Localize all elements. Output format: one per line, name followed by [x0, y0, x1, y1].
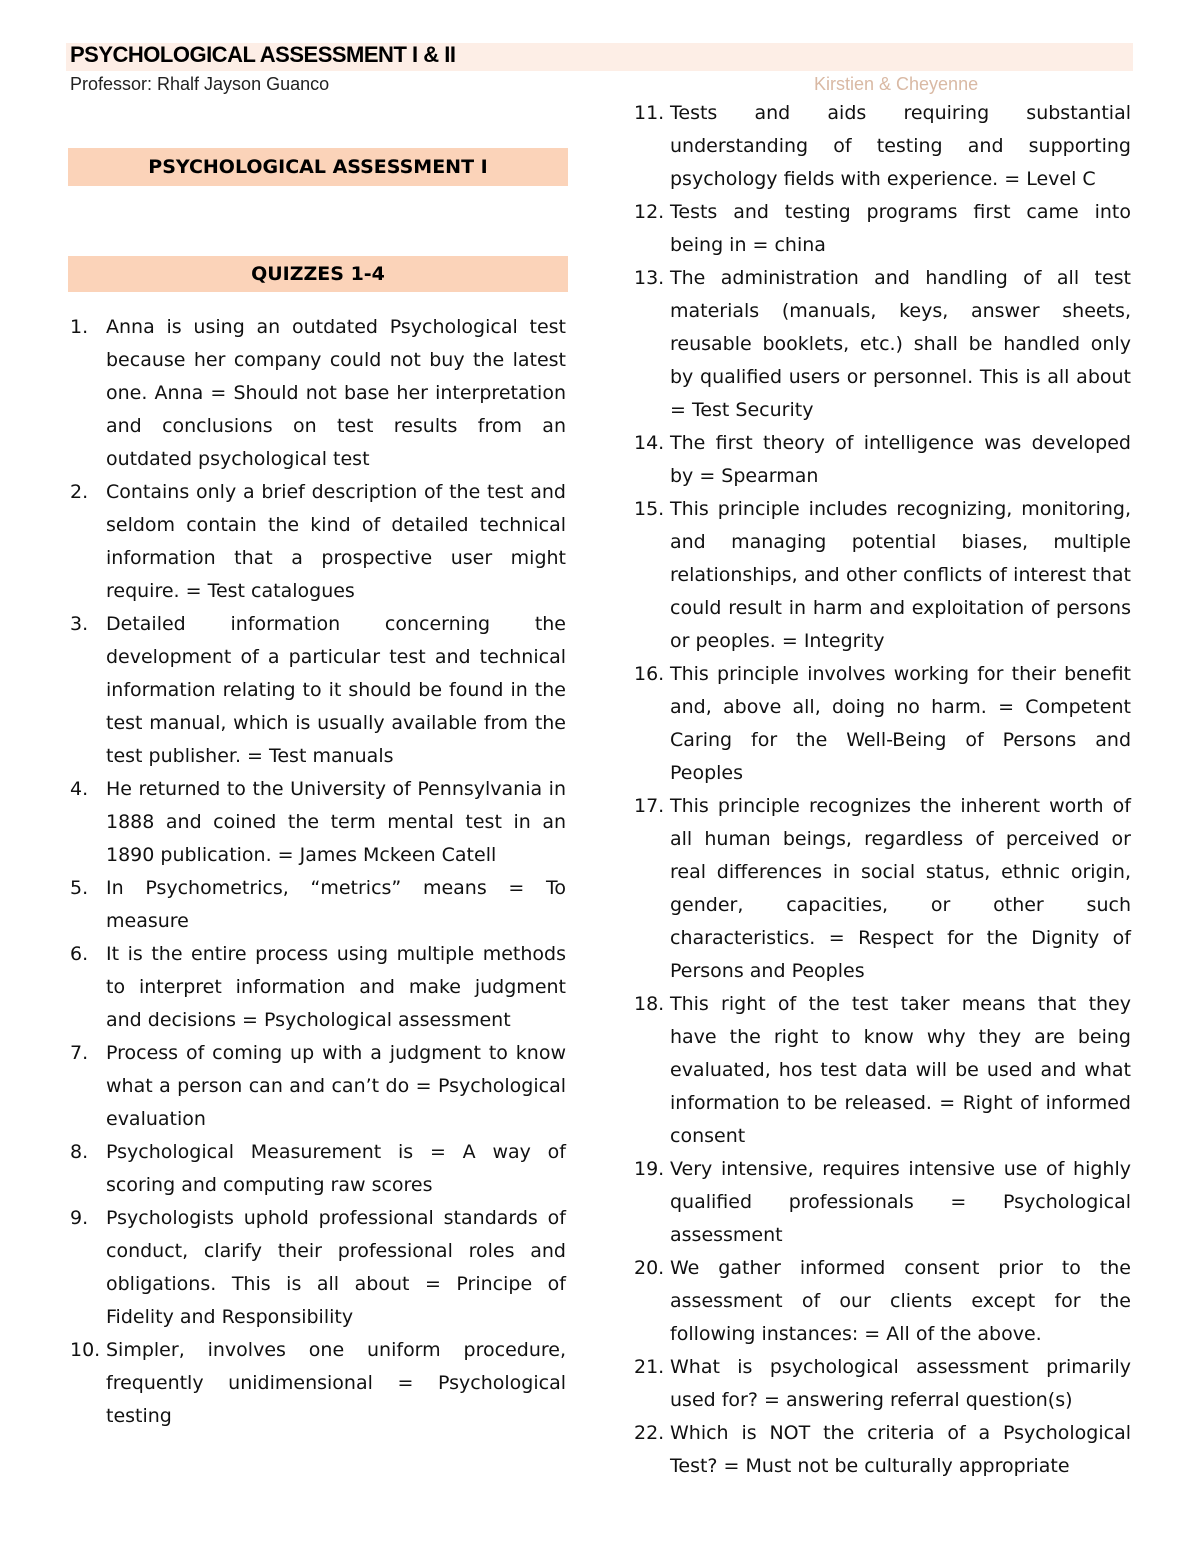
- professor-name: Professor: Rhalf Jayson Guanco: [70, 74, 330, 94]
- question-item: [70, 1202, 566, 1334]
- question-number: 8.: [70, 1141, 89, 1163]
- question-text: In Psychometrics, “metrics” means = To measure: [106, 877, 566, 932]
- question-text: This principle recognizes the inherent worth of all human beings, regardless of perceived or real differences in social status, ethnic origin, gender, capacities, or other such characteristics. = Respect for the Dignity of Persons and Peoples: [670, 795, 1131, 982]
- question-item: [634, 988, 1131, 1153]
- question-item: [70, 1136, 566, 1202]
- question-item: [634, 658, 1131, 790]
- question-number: 14.: [634, 432, 665, 454]
- question-item: [70, 773, 566, 872]
- question-number: 6.: [70, 943, 89, 965]
- question-text: Anna is using an outdated Psychological test because her company could not buy the latest one. Anna = Should not base her interpretation and conclusions on test results from an outdated psychological test: [106, 316, 566, 470]
- question-item: [70, 872, 566, 938]
- question-item: [634, 1252, 1131, 1351]
- question-number: 4.: [70, 778, 89, 800]
- question-item: [634, 1153, 1131, 1252]
- question-text: What is psychological assessment primarily used for? = answering referral question(s): [670, 1356, 1131, 1411]
- question-item: [70, 1037, 566, 1136]
- question-text: Which is NOT the criteria of a Psychological Test? = Must not be culturally appropriate: [670, 1422, 1131, 1477]
- question-text: Process of coming up with a judgment to know what a person can and can’t do = Psychological evaluation: [106, 1042, 566, 1130]
- question-text: Simpler, involves one uniform procedure, frequently unidimensional = Psychological testing: [106, 1339, 566, 1427]
- section-title-quizzes: QUIZZES 1-4: [68, 256, 568, 292]
- question-number: 19.: [634, 1158, 665, 1180]
- question-text: This right of the test taker means that they have the right to know why they are being evaluated, hos test data will be used and what information to be released. = Right of informed consent: [670, 993, 1131, 1147]
- question-text: Contains only a brief description of the test and seldom contain the kind of detailed technical information that a prospective user might require. = Test catalogues: [106, 481, 566, 602]
- question-item: [634, 1351, 1131, 1417]
- question-text: Tests and testing programs first came into being in = china: [670, 201, 1131, 256]
- question-item: [634, 97, 1131, 196]
- question-text: We gather informed consent prior to the assessment of our clients except for the following instances: = All of the above.: [670, 1257, 1131, 1345]
- course-title: PSYCHOLOGICAL ASSESSMENT I & II: [70, 42, 456, 67]
- section-title-assessment: PSYCHOLOGICAL ASSESSMENT I: [68, 148, 568, 186]
- question-number: 10.: [70, 1339, 101, 1361]
- question-item: [634, 1417, 1131, 1483]
- question-text: Psychologists uphold professional standards of conduct, clarify their professional roles and obligations. This is all about = Principe of Fidelity and Responsibility: [106, 1207, 566, 1328]
- question-number: 16.: [634, 663, 665, 685]
- question-list-left: [70, 311, 566, 1433]
- question-number: 7.: [70, 1042, 89, 1064]
- question-text: This principle involves working for their benefit and, above all, doing no harm. = Competent Caring for the Well-Being of Persons and Peoples: [670, 663, 1131, 784]
- question-item: [70, 476, 566, 608]
- question-item: [634, 493, 1131, 658]
- question-item: [634, 790, 1131, 988]
- authors: Kirstien & Cheyenne: [814, 74, 979, 94]
- question-item: [70, 1334, 566, 1433]
- question-text: The administration and handling of all test materials (manuals, keys, answer sheets, reusable booklets, etc.) shall be handled only by qualified users or personnel. This is all about = Test Security: [670, 267, 1131, 421]
- question-number: 11.: [634, 102, 665, 124]
- question-number: 20.: [634, 1257, 665, 1279]
- question-text: Tests and aids requiring substantial understanding of testing and supporting psychology fields with experience. = Level C: [670, 102, 1131, 190]
- question-number: 2.: [70, 481, 89, 503]
- question-number: 15.: [634, 498, 665, 520]
- question-text: He returned to the University of Pennsylvania in 1888 and coined the term mental test in an 1890 publication. = James Mckeen Catell: [106, 778, 566, 866]
- question-number: 17.: [634, 795, 665, 817]
- question-item: [634, 196, 1131, 262]
- question-text: This principle includes recognizing, monitoring, and managing potential biases, multiple relationships, and other conflicts of interest that could result in harm and exploitation of persons or peoples. = Integrity: [670, 498, 1131, 652]
- question-text: The first theory of intelligence was developed by = Spearman: [670, 432, 1131, 487]
- question-number: 5.: [70, 877, 89, 899]
- question-item: [634, 427, 1131, 493]
- question-number: 21.: [634, 1356, 665, 1378]
- question-number: 22.: [634, 1422, 665, 1444]
- question-number: 3.: [70, 613, 89, 635]
- question-text: Detailed information concerning the development of a particular test and technical information relating to it should be found in the test manual, which is usually available from the test publisher. = Test manuals: [106, 613, 566, 767]
- question-text: Very intensive, requires intensive use of highly qualified professionals = Psychological assessment: [670, 1158, 1131, 1246]
- question-number: 18.: [634, 993, 665, 1015]
- question-number: 1.: [70, 316, 89, 338]
- question-list-right: [634, 97, 1131, 1483]
- question-item: [70, 311, 566, 476]
- question-number: 9.: [70, 1207, 89, 1229]
- question-item: [634, 262, 1131, 427]
- question-item: [70, 608, 566, 773]
- question-number: 12.: [634, 201, 665, 223]
- question-number: 13.: [634, 267, 665, 289]
- question-item: [70, 938, 566, 1037]
- question-text: Psychological Measurement is = A way of scoring and computing raw scores: [106, 1141, 566, 1196]
- question-text: It is the entire process using multiple methods to interpret information and make judgment and decisions = Psychological assessment: [106, 943, 566, 1031]
